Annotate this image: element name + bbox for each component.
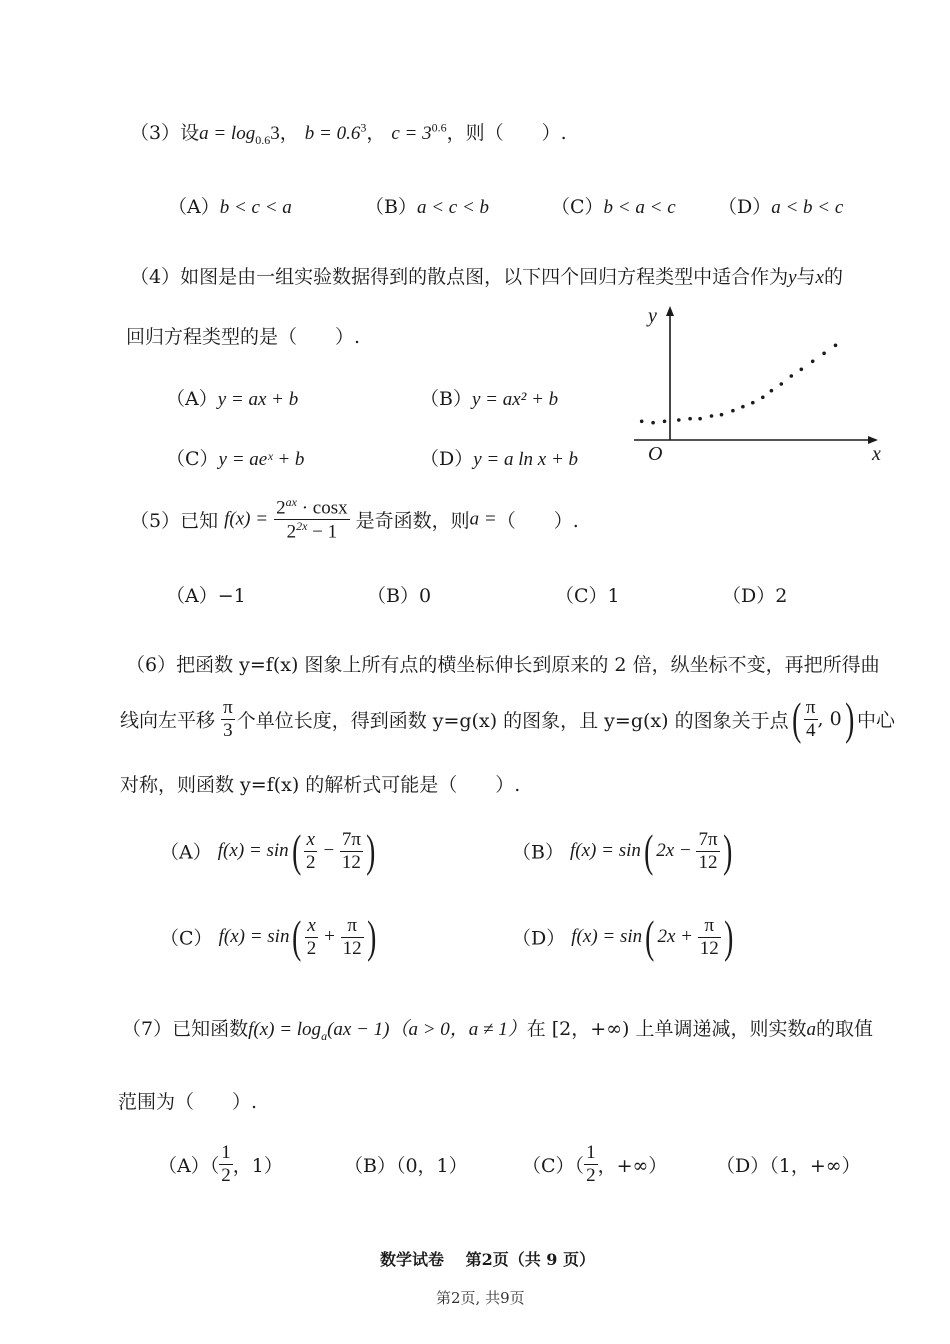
q6-point-fraction: $\frac{\pi}{4}$ — [805, 696, 816, 741]
q5-option-c[interactable]: （C）1 — [555, 585, 620, 607]
scatter-point — [698, 417, 702, 421]
x-axis-label: x — [872, 443, 881, 465]
q6-option-d[interactable]: （D） f(x) = sin( 2x + $\frac{\pi}{12}$ ) — [512, 911, 734, 962]
q7-line1: （7）已知函数$f(x) = \log_a(ax - 1)(a > 0$，a ≠ 1）在 [2，+∞) 上单调递减，则实数a的取值 — [122, 1018, 873, 1043]
q3-option-b[interactable]: （B）a < c < b — [365, 196, 490, 218]
q6-line3: 对称，则函数 y=f(x) 的解析式可能是（ ）. — [120, 774, 521, 796]
q7-line2: 范围为（ ）. — [118, 1091, 258, 1113]
q6-option-a[interactable]: （A） f(x) = sin( $\frac{x}{2}$ − $\frac{7\pi}{12}$ ) — [160, 825, 376, 876]
scatter-point — [790, 374, 794, 378]
scatter-point — [640, 420, 644, 424]
scatter-point — [741, 405, 745, 409]
scatter-point — [688, 417, 692, 421]
q6-line1: （6）把函数 y=f(x) 图象上所有点的横坐标伸长到原来的 2 倍，纵坐标不变，再把所得曲 — [126, 654, 880, 676]
q7-option-d[interactable]: （D）（1，+∞） — [716, 1155, 861, 1177]
scatter-point — [822, 352, 826, 356]
q4-option-c[interactable]: （C）y = aeˣ + b — [166, 448, 305, 470]
q7-option-a[interactable]: （A）（ $\frac{1}{2}$ ，1） — [158, 1142, 283, 1186]
scatter-point — [663, 420, 667, 424]
y-axis-arrow — [666, 306, 674, 316]
q6-shift-fraction: $\frac{\pi}{3}$ — [223, 696, 233, 741]
q5-stem: （5）已知 f(x) = $\frac{2^{ax} \cdot \cos x}{2^{2x} - 1}$ 是奇函数，则a =（ ）. — [130, 495, 579, 543]
scatter-point — [811, 360, 815, 364]
scatter-point — [731, 409, 735, 413]
q7-option-b[interactable]: （B）（0，1） — [344, 1155, 468, 1177]
scatter-point — [651, 421, 655, 425]
scatter-point — [677, 418, 681, 422]
footer-title: 数学试卷 第2页（共 9 页） — [380, 1250, 595, 1269]
scatter-point — [761, 396, 765, 400]
q6-option-b[interactable]: （B） f(x) = sin( 2x − $\frac{7\pi}{12}$ ) — [512, 825, 732, 876]
scatter-point — [710, 414, 714, 418]
origin-label: O — [648, 443, 663, 465]
q4-option-d[interactable]: （D）y = a ln x + b — [420, 448, 579, 470]
scatter-point — [834, 344, 838, 348]
page-indicator: 第2页, 共9页 — [436, 1289, 525, 1307]
q6-line2: 线向左平移 $\frac{\pi}{3}$ 个单位长度，得到函数 y=g(x) 的图象，且 y=g(x) 的图象关于点( $\frac{\pi}{4}$ , 0) 中心 — [120, 693, 896, 744]
q3-option-c[interactable]: （C）b < a < c — [551, 196, 676, 218]
q5-option-a[interactable]: （A）−1 — [166, 585, 246, 607]
q5-fraction: $\frac{2^{ax} \cdot \cos x}{2^{2x} - 1}$ — [276, 495, 348, 543]
q5-option-b[interactable]: （B）0 — [367, 585, 432, 607]
q5-option-d[interactable]: （D）2 — [722, 585, 788, 607]
scatter-plot — [628, 300, 890, 470]
scatter-point — [720, 413, 724, 417]
q4-stem-line1: （4）如图是由一组实验数据得到的散点图，以下四个回归方程类型中适合作为y与x的 — [130, 266, 843, 288]
scatter-point — [770, 389, 774, 393]
q4-option-a[interactable]: （A）y = ax + b — [166, 388, 299, 410]
q3-stem: （3）设$a = \log_{0.6}3$， $b = 0.6^3$， $c = 3^{0.6}$，则（ ）. — [130, 120, 567, 147]
scatter-point — [751, 401, 755, 405]
q4-stem-line2: 回归方程类型的是（ ）. — [126, 326, 361, 348]
y-axis-label: y — [648, 305, 657, 327]
scatter-point — [780, 382, 784, 386]
q3-option-d[interactable]: （D）a < b < c — [718, 196, 844, 218]
q7-option-c[interactable]: （C）（ $\frac{1}{2}$ ，+∞） — [522, 1142, 668, 1186]
q3-option-a[interactable]: （A）b < c < a — [168, 196, 292, 218]
q4-option-b[interactable]: （B）y = ax² + b — [420, 388, 559, 410]
scatter-point — [800, 368, 804, 372]
q6-option-c[interactable]: （C） f(x) = sin( $\frac{x}{2}$ + $\frac{\pi}{12}$ ) — [160, 911, 376, 962]
